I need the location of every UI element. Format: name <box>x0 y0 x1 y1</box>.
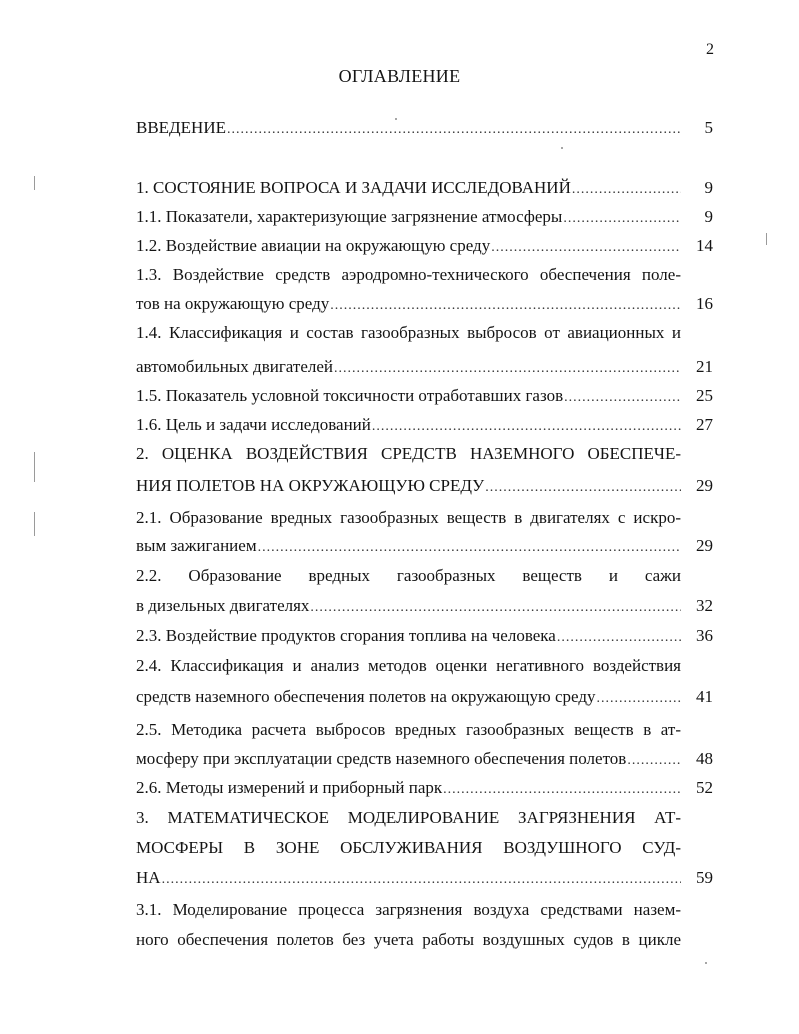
toc-page-number: 52 <box>696 778 713 797</box>
toc-entry-text: 1.6. Цель и задачи исследований <box>136 415 371 434</box>
toc-entry-text: в дизельных двигателях <box>136 596 310 615</box>
dot-leader <box>563 206 681 230</box>
toc-entry[interactable] <box>136 204 681 230</box>
toc-entry-text: вым зажиганием <box>136 536 257 555</box>
toc-entry-text: автомобильных двигателей <box>136 357 333 376</box>
toc-entry-text: 1.3. Воздействие средств аэродромно-технического обеспечения поле- <box>136 265 681 284</box>
dot-leader <box>372 414 681 438</box>
scan-mark <box>766 233 767 245</box>
toc-entry[interactable] <box>136 441 681 467</box>
toc-entry[interactable] <box>136 897 681 923</box>
toc-page-number: 16 <box>696 294 713 313</box>
toc-page-number: 59 <box>696 868 713 887</box>
toc-entry-text: 1.4. Классификация и состав газообразных выбросов от авиационных и <box>136 323 681 342</box>
scan-speck <box>705 962 707 964</box>
dot-leader <box>596 686 681 710</box>
toc-entry-text: МОСФЕРЫ В ЗОНЕ ОБСЛУЖИВАНИЯ ВОЗДУШНОГО СУД- <box>136 838 681 857</box>
toc-entry[interactable] <box>136 383 681 409</box>
toc-entry[interactable] <box>136 320 681 346</box>
toc-entry-text: 1.2. Воздействие авиации на окружающую среду <box>136 236 491 255</box>
dot-leader <box>491 235 681 259</box>
toc-entry-text: 1.5. Показатель условной токсичности отработавших газов <box>136 386 564 405</box>
toc-entry-text: 3. МАТЕМАТИЧЕСКОЕ МОДЕЛИРОВАНИЕ ЗАГРЯЗНЕНИЯ АТ- <box>136 808 681 827</box>
toc-entry-text: тов на окружающую среду <box>136 294 330 313</box>
dot-leader <box>162 867 681 891</box>
dot-leader <box>627 748 681 772</box>
toc-entry-text: 2.6. Методы измерений и приборный парк <box>136 778 443 797</box>
toc-page-number: 5 <box>704 118 713 137</box>
dot-leader <box>564 385 681 409</box>
document-title: ОГЛАВЛЕНИЕ <box>338 66 461 86</box>
toc-page-number: 14 <box>696 236 713 255</box>
scan-mark <box>34 512 35 536</box>
toc-entry-text: ВВЕДЕНИЕ <box>136 118 226 137</box>
scan-mark <box>34 452 35 482</box>
toc-entry-text: НА <box>136 868 161 887</box>
toc-entry[interactable] <box>136 262 681 288</box>
dot-leader <box>330 293 681 317</box>
toc-page-number: 9 <box>704 178 713 197</box>
toc-entry[interactable] <box>136 412 681 438</box>
dot-leader <box>572 177 681 201</box>
toc-page-number: 29 <box>696 476 713 495</box>
toc-page-number: 29 <box>696 536 713 555</box>
dot-leader <box>258 535 681 559</box>
toc-entry[interactable] <box>136 775 681 801</box>
toc-page-number: 48 <box>696 749 713 768</box>
toc-entry[interactable] <box>136 291 681 317</box>
toc-entry-text: ного обеспечения полетов без учета работы воздушных судов в цикле <box>136 930 681 949</box>
toc-entry-text: 2.2. Образование вредных газообразных веществ и сажи <box>136 566 681 585</box>
toc-entry-text: НИЯ ПОЛЕТОВ НА ОКРУЖАЮЩУЮ СРЕДУ <box>136 476 485 495</box>
toc-entry-text: средств наземного обеспечения полетов на окружающую среду <box>136 687 596 706</box>
toc-entry[interactable] <box>136 746 681 772</box>
toc-entry[interactable] <box>136 623 681 649</box>
toc-entry-text: 1. СОСТОЯНИЕ ВОПРОСА И ЗАДАЧИ ИССЛЕДОВАНИЙ <box>136 178 571 197</box>
toc-entry[interactable] <box>136 533 681 559</box>
toc-entry[interactable] <box>136 473 681 499</box>
toc-entry[interactable] <box>136 653 681 679</box>
toc-entry[interactable] <box>136 593 681 619</box>
toc-entry[interactable] <box>136 805 681 831</box>
toc-page-number: 27 <box>696 415 713 434</box>
toc-entry[interactable] <box>136 233 681 259</box>
scan-mark <box>34 176 35 190</box>
toc-entry[interactable] <box>136 835 681 861</box>
toc-entry[interactable] <box>136 717 681 743</box>
scan-speck <box>561 147 563 149</box>
toc-entry[interactable] <box>136 175 681 201</box>
toc-entry-text: 2.4. Классификация и анализ методов оценки негативного воздействия <box>136 656 681 675</box>
toc-entry-text: мосферу при эксплуатации средств наземного обеспечения полетов <box>136 749 627 768</box>
toc-entry[interactable] <box>136 505 681 531</box>
toc-page-number: 36 <box>696 626 713 645</box>
toc-entry[interactable] <box>136 927 681 953</box>
toc-page-number: 9 <box>704 207 713 226</box>
toc-page-number: 32 <box>696 596 713 615</box>
dot-leader <box>310 595 681 619</box>
toc-entry-text: 2.1. Образование вредных газообразных веществ в двигателях с искро- <box>136 508 681 527</box>
toc-entry-text: 2.5. Методика расчета выбросов вредных газообразных веществ в ат- <box>136 720 681 739</box>
page-number: 2 <box>706 41 714 58</box>
dot-leader <box>485 475 681 499</box>
dot-leader <box>334 356 681 380</box>
toc-entry-text: 2. ОЦЕНКА ВОЗДЕЙСТВИЯ СРЕДСТВ НАЗЕМНОГО ОБЕСПЕЧЕ- <box>136 444 681 463</box>
dot-leader <box>443 777 681 801</box>
toc-entry-text: 2.3. Воздействие продуктов сгорания топлива на человека <box>136 626 556 645</box>
toc-entry[interactable] <box>136 563 681 589</box>
toc-entry[interactable] <box>136 865 681 891</box>
toc-page-number: 41 <box>696 687 713 706</box>
toc-entry-text: 1.1. Показатели, характеризующие загрязнение атмосферы <box>136 207 563 226</box>
toc-entry[interactable] <box>136 354 681 380</box>
toc-page-number: 21 <box>696 357 713 376</box>
toc-entry-text: 3.1. Моделирование процесса загрязнения воздуха средствами назем- <box>136 900 681 919</box>
toc-entry[interactable] <box>136 115 681 141</box>
toc-page-number: 25 <box>696 386 713 405</box>
dot-leader <box>227 117 681 141</box>
dot-leader <box>557 625 681 649</box>
toc-entry[interactable] <box>136 684 681 710</box>
